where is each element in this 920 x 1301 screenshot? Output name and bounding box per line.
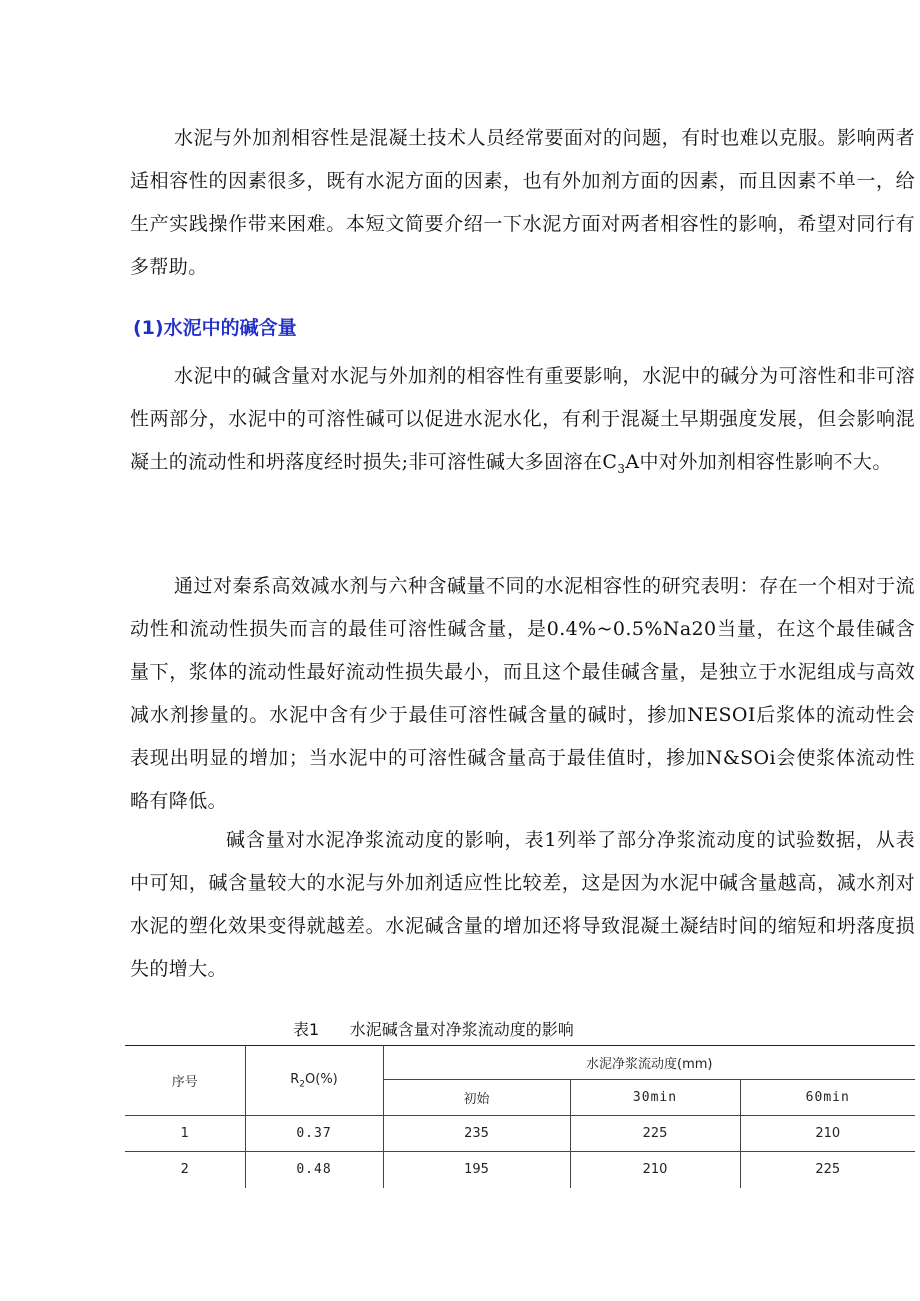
header-60min: 60min xyxy=(740,1080,915,1116)
table-caption: 表1 水泥碱含量对净浆流动度的影响 xyxy=(293,1020,574,1039)
table-intro-paragraph: 碱含量对水泥净浆流动度的影响，表1列举了部分净浆流动度的试验数据，从表中可知，碱含量较大的水泥与外加剂适应性比较差，这是因为水泥中碱含量越高，减水剂对水泥的塑化效果变得就越差。水泥碱含量的增加还将导致混凝土凝结时间的缩短和坍落度损失的增大。 xyxy=(130,829,915,980)
c3a-formula: $C_3A$ xyxy=(602,451,640,476)
section-heading: (1)水泥中的碱含量 xyxy=(133,317,297,339)
cell-serial: 1 xyxy=(125,1116,245,1152)
paragraph-text: 水泥中的碱含量对水泥与外加剂的相容性有重要影响，水泥中的碱分为可溶性和非可溶性两部分，水泥中的可溶性碱可以促进水泥水化，有利于混凝土早期强度发展，但会影响混凝土的流动性和坍落度经时损失;非可溶性碱大多固溶在 xyxy=(130,365,915,473)
cell-serial: 2 xyxy=(125,1152,245,1188)
intro-paragraph: 水泥与外加剂相容性是混凝土技术人员经常要面对的问题，有时也难以克服。影响两者适相容性的因素很多，既有水泥方面的因素，也有外加剂方面的因素，而且因素不单一，给生产实践操作带来困难。本短文简要介绍一下水泥方面对两者相容性的影响，希望对同行有多帮助。 xyxy=(130,127,915,278)
header-initial: 初始 xyxy=(383,1080,570,1116)
cell-30min: 210 xyxy=(570,1152,740,1188)
cell-30min: 225 xyxy=(570,1116,740,1152)
cell-60min: 225 xyxy=(740,1152,915,1188)
header-r2o: $R_2O(\%)$ xyxy=(245,1046,383,1116)
alkali-flow-table xyxy=(125,1045,915,1188)
cell-initial: 235 xyxy=(383,1116,570,1152)
header-serial-no: 序号 xyxy=(125,1046,245,1116)
cell-r2o: 0.48 xyxy=(245,1152,383,1188)
table-row xyxy=(125,1116,915,1152)
cell-60min: 210 xyxy=(740,1116,915,1152)
paragraph-text: 中对外加剂相容性影响不大。 xyxy=(639,451,892,473)
study-paragraph: 通过对秦系高效减水剂与六种含碱量不同的水泥相容性的研究表明：存在一个相对于流动性和流动性损失而言的最佳可溶性碱含量，是0.4%~0.5%Na20当量，在这个最佳碱含量下，浆体的流动性最好流动性损失最小，而且这个最佳碱含量，是独立于水泥组成与高效减水剂掺量的。水泥中含有少于最佳可溶性碱含量的碱时，掺加NESOI后浆体的流动性会表现出明显的增加；当水泥中的可溶性碱含量高于最佳值时，掺加N&SOi会使浆体流动性略有降低。 xyxy=(130,575,915,812)
alkali-content-paragraph xyxy=(130,355,915,491)
table-row xyxy=(125,1152,915,1188)
header-flow-group: 水泥净浆流动度(mm) xyxy=(383,1046,915,1080)
header-30min: 30min xyxy=(570,1080,740,1116)
cell-initial: 195 xyxy=(383,1152,570,1188)
cell-r2o: 0.37 xyxy=(245,1116,383,1152)
